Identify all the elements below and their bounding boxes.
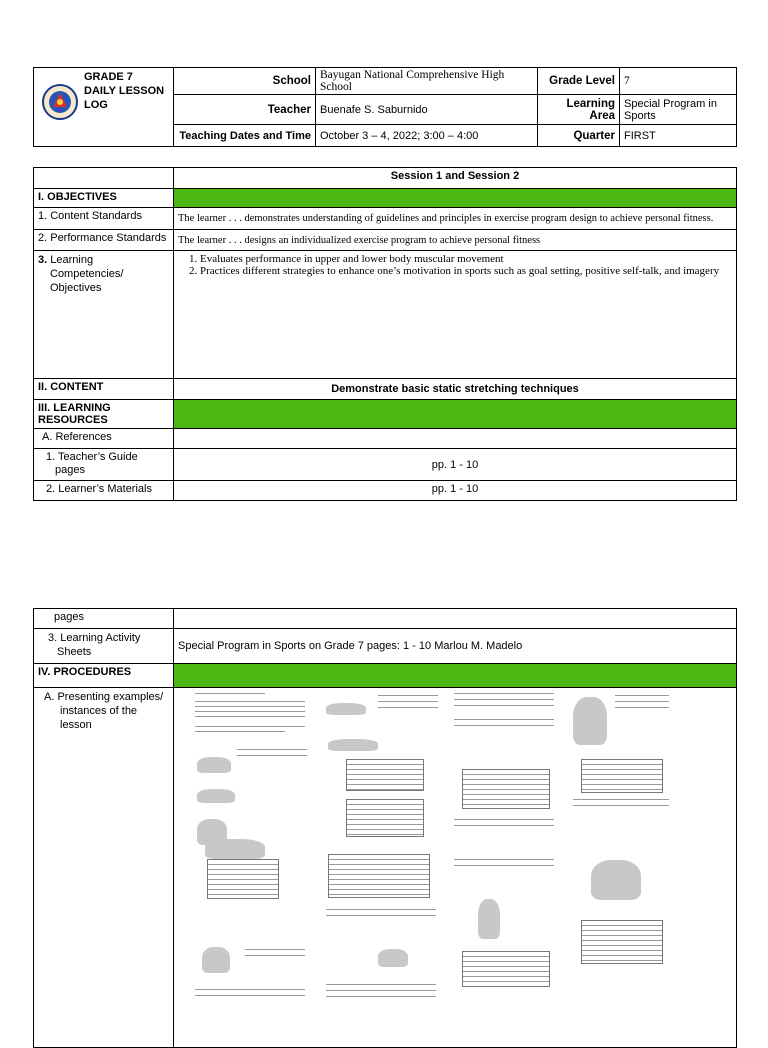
activity-sheet-page-4 xyxy=(567,689,674,819)
lesson-table xyxy=(33,167,737,501)
teachers-guide-label-line1: 1. Teacher’s Guide xyxy=(46,451,138,463)
resources-heading xyxy=(34,400,174,429)
session-label-blank xyxy=(34,168,174,189)
teachers-guide-label-line2: pages xyxy=(55,464,85,476)
presenting-examples-label xyxy=(34,688,174,1048)
pages-label: pages xyxy=(34,609,174,629)
activity-sheet-page-5 xyxy=(567,850,674,1020)
deped-seal-icon xyxy=(42,71,78,133)
procedures-heading: IV. PROCEDURES xyxy=(34,664,174,688)
dates-label: Teaching Dates and Time xyxy=(174,125,316,147)
learning-area-value: Special Program in Sports xyxy=(620,95,737,125)
logo-cell xyxy=(34,68,174,147)
learners-materials-value: pp. 1 - 10 xyxy=(174,481,737,501)
resources-heading-line1: III. LEARNING xyxy=(38,402,111,414)
activity-sheet-page-2 xyxy=(318,689,446,1019)
quarter-label: Quarter xyxy=(538,125,620,147)
references-label: A. References xyxy=(34,429,174,449)
presenting-label-line3: lesson xyxy=(60,719,92,731)
content-standards-value: The learner . . . demonstrates understanding of guidelines and principles in exercise program design to achieve personal fitness. xyxy=(174,208,737,230)
presenting-label-line1: A. Presenting examples/ xyxy=(44,691,164,703)
references-value xyxy=(174,429,737,449)
learning-activity-label-line1: 3. Learning Activity xyxy=(48,632,141,644)
activity-sheet-page-3 xyxy=(448,689,566,1019)
procedures-green-bar xyxy=(174,664,737,688)
content-heading: II. CONTENT xyxy=(34,379,174,400)
dll-label-line1: DAILY LESSON xyxy=(84,85,165,97)
competency-item: 1. Evaluates performance in upper and lower body muscular movement xyxy=(200,253,732,265)
grade-level-label: Grade Level xyxy=(538,68,620,95)
performance-standards-value: The learner . . . designs an individualized exercise program to achieve personal fitness xyxy=(174,230,737,251)
competencies-label-line1: Learning xyxy=(50,254,94,266)
header-table xyxy=(33,67,737,147)
content-standards-label: 1. Content Standards xyxy=(34,208,174,230)
dates-value: October 3 – 4, 2022; 3:00 – 4:00 xyxy=(316,125,538,147)
quarter-value: FIRST xyxy=(620,125,737,147)
presenting-label-line2: instances of the xyxy=(60,705,138,717)
competencies-list-cell xyxy=(174,251,737,379)
objectives-green-bar xyxy=(174,189,737,208)
pages-value xyxy=(174,609,737,629)
dll-label-line2: LOG xyxy=(84,99,108,111)
session-title: Session 1 and Session 2 xyxy=(174,168,737,189)
learning-activity-label-line2: Sheets xyxy=(57,646,92,658)
competencies-label-line2: Competencies/ xyxy=(50,268,124,280)
teachers-guide-value: pp. 1 - 10 xyxy=(174,449,737,481)
competencies-label xyxy=(34,251,174,379)
grade-label: GRADE 7 xyxy=(84,71,133,83)
learning-area-label: Learning Area xyxy=(538,95,620,125)
activity-sheet-page-1 xyxy=(187,689,317,1019)
teacher-label: Teacher xyxy=(174,95,316,125)
objectives-heading: I. OBJECTIVES xyxy=(34,189,174,208)
learning-activity-value: Special Program in Sports on Grade 7 pages: 1 - 10 Marlou M. Madelo xyxy=(174,629,737,664)
learners-materials-label: 2. Learner’s Materials xyxy=(34,481,174,501)
competencies-label-line3: Objectives xyxy=(50,282,102,294)
content-value: Demonstrate basic static stretching techniques xyxy=(174,379,737,400)
school-value: Bayugan National Comprehensive High School xyxy=(316,68,538,95)
school-label: School xyxy=(174,68,316,95)
performance-standards-label: 2. Performance Standards xyxy=(34,230,174,251)
learning-activity-label xyxy=(34,629,174,664)
competency-item: 2. Practices different strategies to enhance one’s motivation in sports such as goal setting, positive self-talk, and imagery xyxy=(200,265,732,277)
teacher-value: Buenafe S. Saburnido xyxy=(316,95,538,125)
competencies-list xyxy=(178,253,732,277)
resources-heading-line2: RESOURCES xyxy=(38,414,108,426)
competencies-number: 3. xyxy=(38,254,48,266)
resources-green-bar xyxy=(174,400,737,429)
teachers-guide-label xyxy=(34,449,174,481)
grade-level-value: 7 xyxy=(620,68,737,95)
